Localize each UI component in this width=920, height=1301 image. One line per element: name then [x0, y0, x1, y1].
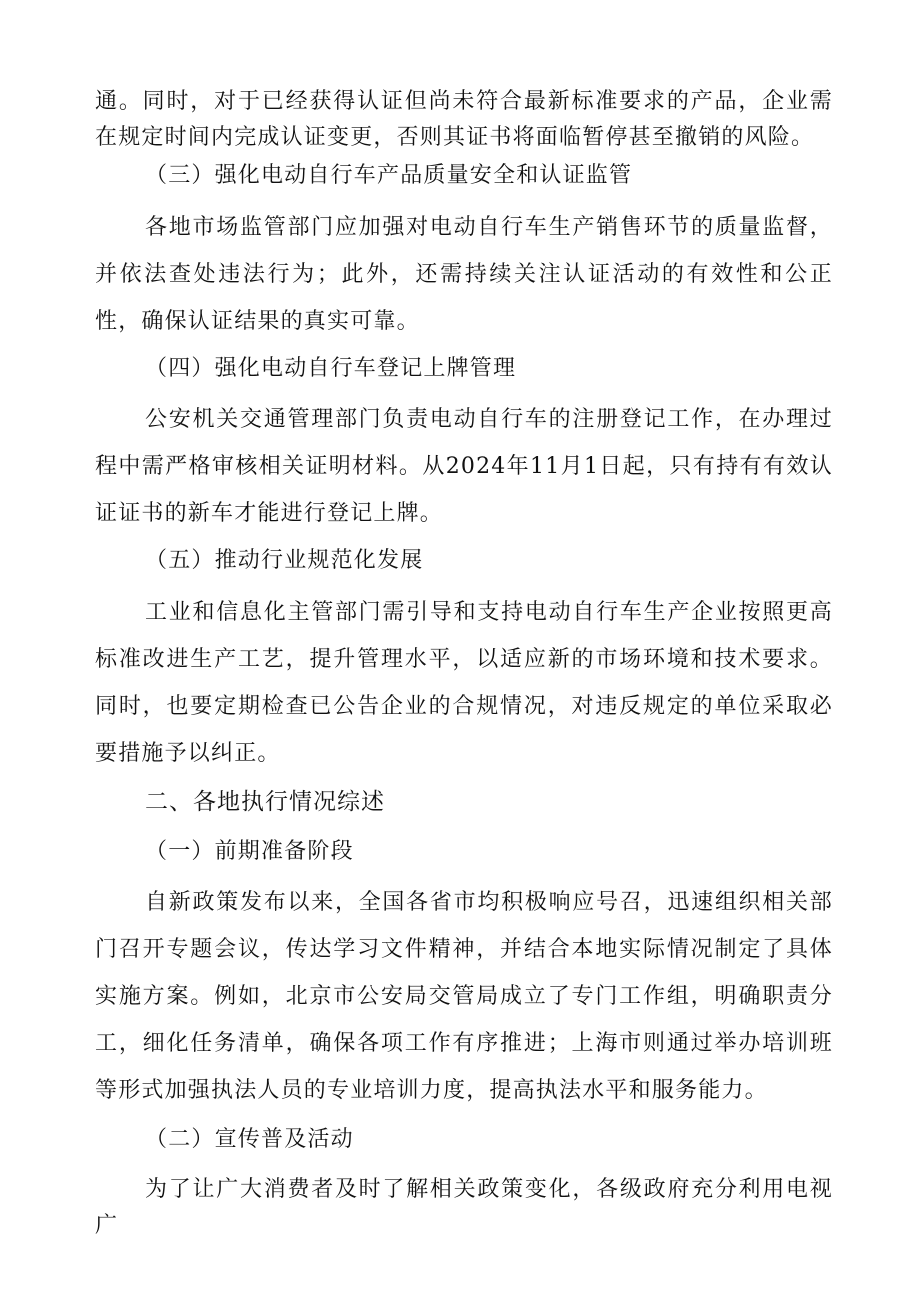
paragraph-continuation: 通。同时，对于已经获得认证但尚未符合最新标准要求的产品，企业需在规定时间内完成认证变更，否则其证书将面临暂停甚至撤销的风险。 — [95, 89, 833, 150]
paragraph-industry: 工业和信息化主管部门需引导和支持电动自行车生产企业按照更高标准改进生产工艺，提升管理水平，以适应新的市场环境和技术要求。同时，也要定期检查已公告企业的合规情况，对违反规定的单位采取必要措施予以纠正。 — [95, 600, 833, 766]
section-heading-2: 二、各地执行情况综述 — [145, 789, 385, 815]
paragraph-publicity: 为了让广大消费者及时了解相关政策变化，各级政府充分利用电视广 — [95, 1177, 833, 1238]
subheading-1-preparation: （一）前期准备阶段 — [145, 839, 354, 864]
subheading-5-industry-standardization: （五）推动行业规范化发展 — [145, 548, 424, 573]
paragraph-market-supervision: 各地市场监管部门应加强对电动自行车生产销售环节的质量监督，并依法查处违法行为；此外，还需持续关注认证活动的有效性和公正性，确保认证结果的真实可靠。 — [95, 215, 833, 334]
subheading-2-publicity: （二）宣传普及活动 — [145, 1127, 354, 1152]
paragraph-registration: 公安机关交通管理部门负责电动自行车的注册登记工作，在办理过程中需严格审核相关证明材料。从2024年11月1日起，只有持有有效认证证书的新车才能进行登记上牌。 — [95, 407, 833, 526]
paragraph-preparation: 自新政策发布以来，全国各省市均积极响应号召，迅速组织相关部门召开专题会议，传达学习文件精神，并结合本地实际情况制定了具体实施方案。例如，北京市公安局交管局成立了专门工作组，明确职责分工，细化任务清单，确保各项工作有序推进；上海市则通过举办培训班等形式加强执法人员的专业培训力度，提高执法水平和服务能力。 — [95, 890, 833, 1103]
subheading-4-registration: （四）强化电动自行车登记上牌管理 — [145, 356, 517, 381]
subheading-3-quality-supervision: （三）强化电动自行车产品质量安全和认证监管 — [145, 163, 633, 188]
